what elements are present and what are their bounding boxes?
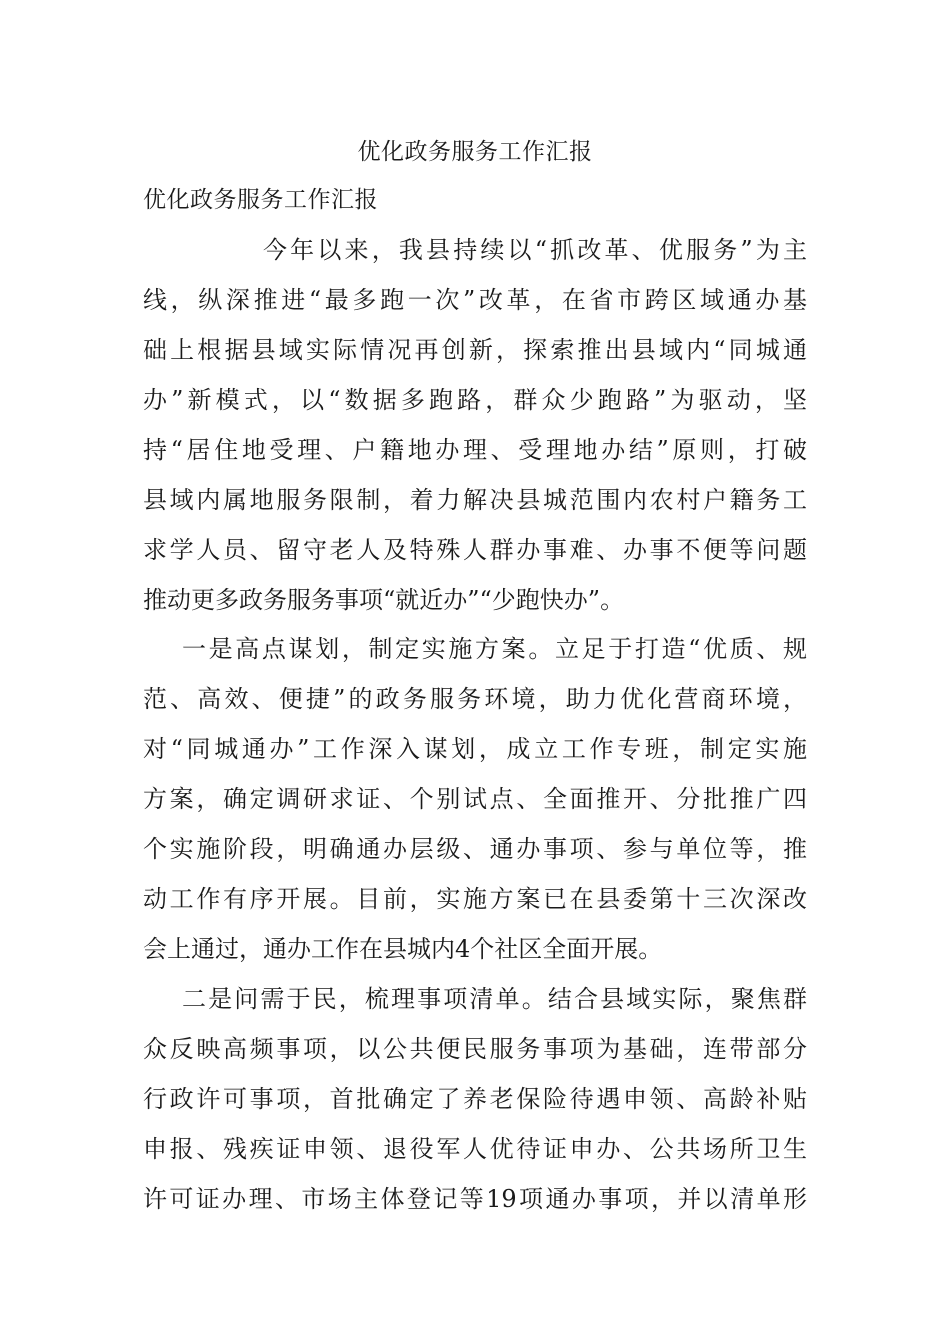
paragraph-line: 对“同城通办”工作深入谋划，成立工作专班，制定实施 bbox=[143, 735, 807, 763]
paragraph-line: 一是高点谋划，制定实施方案。立足于打造“优质、规 bbox=[182, 635, 807, 663]
paragraph-line: 许可证办理、市场主体登记等19项通办事项，并以清单形 bbox=[143, 1185, 807, 1213]
paragraph-line: 持“居住地受理、户籍地办理、受理地办结”原则，打破 bbox=[143, 436, 807, 464]
paragraph-line: 个实施阶段，明确通办层级、通办事项、参与单位等，推 bbox=[143, 835, 807, 863]
paragraph-line: 二是问需于民，梳理事项清单。结合县域实际，聚焦群 bbox=[182, 985, 807, 1013]
paragraph-line: 础上根据县域实际情况再创新，探索推出县域内“同城通 bbox=[143, 336, 807, 364]
paragraph-line: 求学人员、留守老人及特殊人群办事难、办事不便等问题 bbox=[143, 536, 807, 564]
paragraph-line: 线，纵深推进“最多跑一次”改革，在省市跨区域通办基 bbox=[143, 286, 807, 314]
paragraph-line: 县域内属地服务限制，着力解决县城范围内农村户籍务工 bbox=[143, 486, 807, 514]
paragraph-line: 方案，确定调研求证、个别试点、全面推开、分批推广四 bbox=[143, 785, 807, 813]
paragraph-line: 行政许可事项，首批确定了养老保险待遇申领、高龄补贴 bbox=[143, 1085, 807, 1113]
paragraph-line: 推动更多政务服务事项“就近办”“少跑快办”。 bbox=[143, 586, 625, 614]
document-title: 优化政务服务工作汇报 bbox=[357, 139, 593, 165]
paragraph-line: 办”新模式，以“数据多跑路，群众少跑路”为驱动，坚 bbox=[143, 386, 807, 414]
paragraph-line: 今年以来，我县持续以“抓改革、优服务”为主 bbox=[263, 236, 807, 264]
document-subtitle: 优化政务服务工作汇报 bbox=[143, 187, 378, 213]
paragraph-line: 申报、残疾证申领、退役军人优待证申办、公共场所卫生 bbox=[143, 1135, 807, 1163]
paragraph-line: 众反映高频事项，以公共便民服务事项为基础，连带部分 bbox=[143, 1035, 807, 1063]
paragraph-line: 会上通过，通办工作在县城内4个社区全面开展。 bbox=[143, 935, 663, 963]
paragraph-line: 动工作有序开展。目前，实施方案已在县委第十三次深改 bbox=[143, 885, 807, 913]
paragraph-line: 范、高效、便捷”的政务服务环境，助力优化营商环境， bbox=[143, 685, 807, 713]
